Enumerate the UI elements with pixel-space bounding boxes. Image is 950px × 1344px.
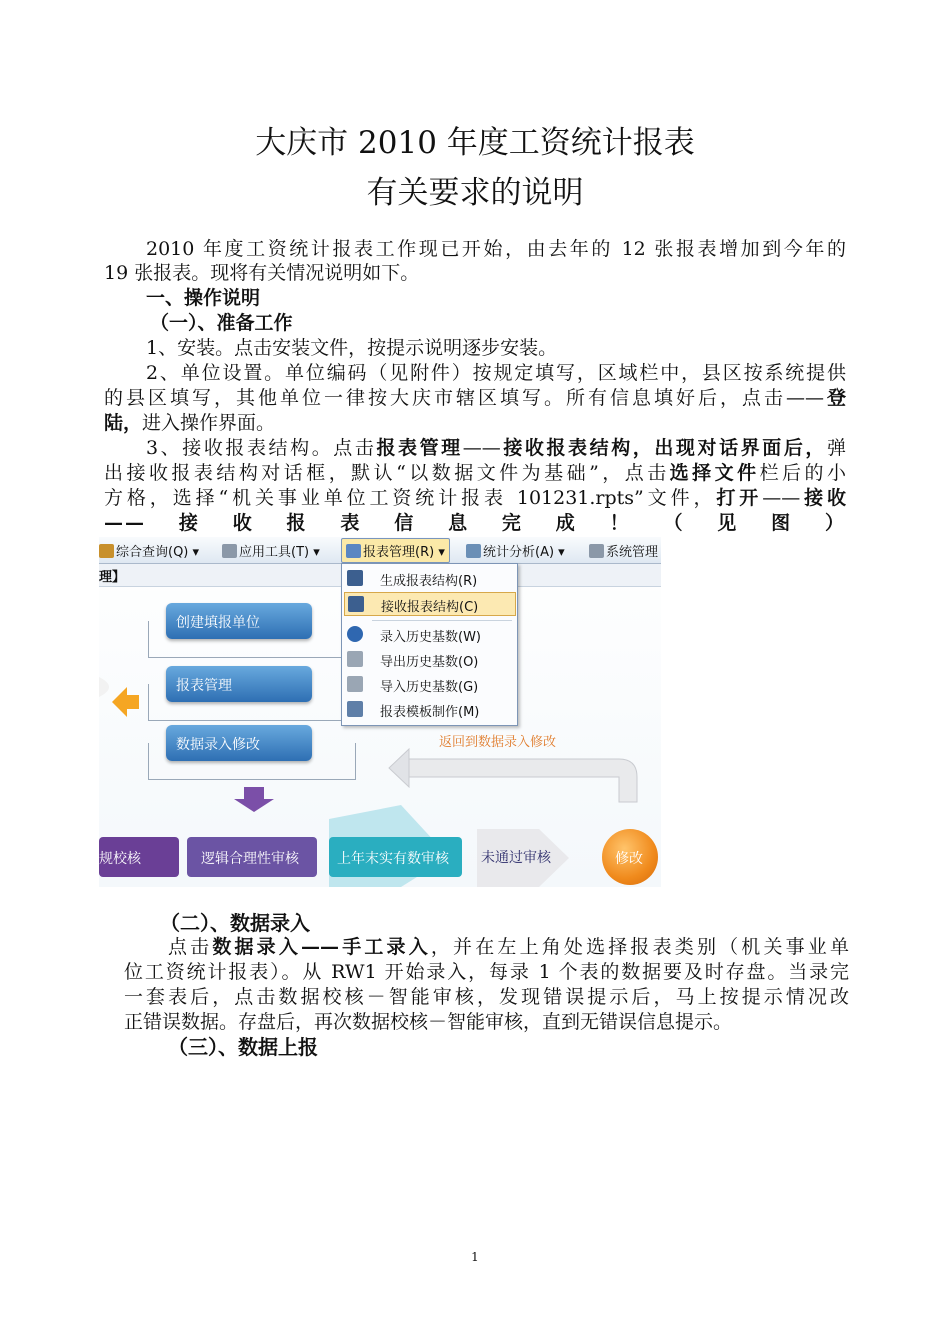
- item-3-line-4: ——接收报表信息完成！（见图）: [104, 512, 846, 534]
- report-management-dropdown: [341, 563, 518, 726]
- item-2-line-1: 2、单位设置。单位编码（见附件）按规定填写，区域栏中，县区按系统提供: [146, 362, 846, 384]
- return-arrow-head: [389, 749, 409, 787]
- menu-system[interactable]: 系统管理: [589, 541, 658, 560]
- menu-item-export-history[interactable]: 导出历史基数(O): [344, 648, 514, 670]
- subsection-2-heading: （二）、数据录入: [160, 911, 310, 935]
- flow-data-entry: 数据录入修改: [166, 725, 312, 761]
- receive-icon: [348, 596, 364, 612]
- template-icon: [347, 701, 363, 717]
- item-3-line-3: 方格，选择“机关事业单位工资统计报表 101231.rpts”文件，打开——接收: [104, 487, 846, 509]
- purple-down-arrow: [234, 787, 274, 812]
- intro-line-2: 19 张报表。现将有关情况说明如下。: [104, 262, 420, 284]
- return-arrow-body: [409, 759, 637, 802]
- import-icon: [347, 676, 363, 692]
- subsection-1-heading: （一）、准备工作: [150, 312, 293, 334]
- export-icon: [347, 651, 363, 667]
- subsection-3-heading: （三）、数据上报: [168, 1035, 318, 1059]
- data-entry-line-3: 一套表后，点击数据校核－智能审核，发现错误提示后，马上按提示情况改: [124, 986, 849, 1008]
- intro-line-1: 2010 年度工资统计报表工作现已开始，由去年的 12 张报表增加到今年的: [146, 238, 846, 260]
- flow-failed-check: 未通过审核: [481, 850, 551, 866]
- flow-modify-circle: 修改: [602, 829, 658, 885]
- flow-rule-check: 规校核: [99, 837, 179, 877]
- menu-report-management[interactable]: 报表管理(R) ▾: [341, 538, 450, 563]
- menu-item-generate-structure[interactable]: 生成报表结构(R): [344, 567, 514, 589]
- page-number: 1: [471, 1250, 479, 1264]
- menu-item-receive-structure[interactable]: 接收报表结构(C): [344, 592, 516, 616]
- item-2-line-2: 的县区填写，其他单位一律按大庆市辖区填写。所有信息填好后，点击——登: [104, 387, 846, 409]
- generate-icon: [347, 570, 363, 586]
- data-entry-line-2: 位工资统计报表）。从 RW1 开始录入，每录 1 个表的数据要及时存盘。当录完: [124, 961, 849, 983]
- data-entry-line-4: 正错误数据。存盘后，再次数据校核－智能审核，直到无错误信息提示。: [124, 1011, 733, 1033]
- document-subtitle: 有关要求的说明: [366, 175, 584, 211]
- menu-item-import-history[interactable]: 导入历史基数(G): [344, 673, 514, 695]
- flow-lastyear-check: 上年末实有数审核: [329, 837, 462, 877]
- item-2-line-3: 陆，进入操作界面。: [104, 412, 276, 434]
- return-label: 返回到数据录入修改: [439, 735, 557, 750]
- menu-item-enter-history[interactable]: 录入历史基数(W): [344, 623, 514, 645]
- menu-comprehensive-query[interactable]: 综合查询(Q) ▾: [99, 541, 199, 560]
- enter-icon: [347, 626, 363, 642]
- menu-separator: [372, 620, 512, 621]
- screenshot-figure: [99, 537, 661, 887]
- menu-statistics[interactable]: 统计分析(A) ▾: [466, 541, 565, 560]
- item-3-line-2: 出接收报表结构对话框，默认“以数据文件为基础”，点击选择文件栏后的小: [104, 462, 846, 484]
- document-title: 大庆市 2010 年度工资统计报表: [255, 125, 695, 161]
- menu-tools[interactable]: 应用工具(T) ▾: [222, 541, 320, 560]
- data-entry-line-1: 点击数据录入——手工录入，并在左上角处选择报表类别（机关事业单: [168, 936, 849, 958]
- toolbar-row: 理】: [99, 564, 661, 587]
- flow-report-management: 报表管理: [166, 666, 312, 702]
- item-1-install: 1、安装。点击安装文件，按提示说明逐步安装。: [146, 337, 558, 359]
- item-3-line-1: 3、接收报表结构。点击报表管理——接收报表结构，出现对话界面后，弹: [146, 437, 846, 459]
- flow-logic-check: 逻辑合理性审核: [187, 837, 317, 877]
- orange-left-arrow: [112, 687, 139, 717]
- menu-item-template[interactable]: 报表模板制作(M): [344, 698, 514, 720]
- section-1-heading: 一、操作说明: [146, 287, 261, 309]
- flow-create-unit: 创建填报单位: [166, 603, 312, 639]
